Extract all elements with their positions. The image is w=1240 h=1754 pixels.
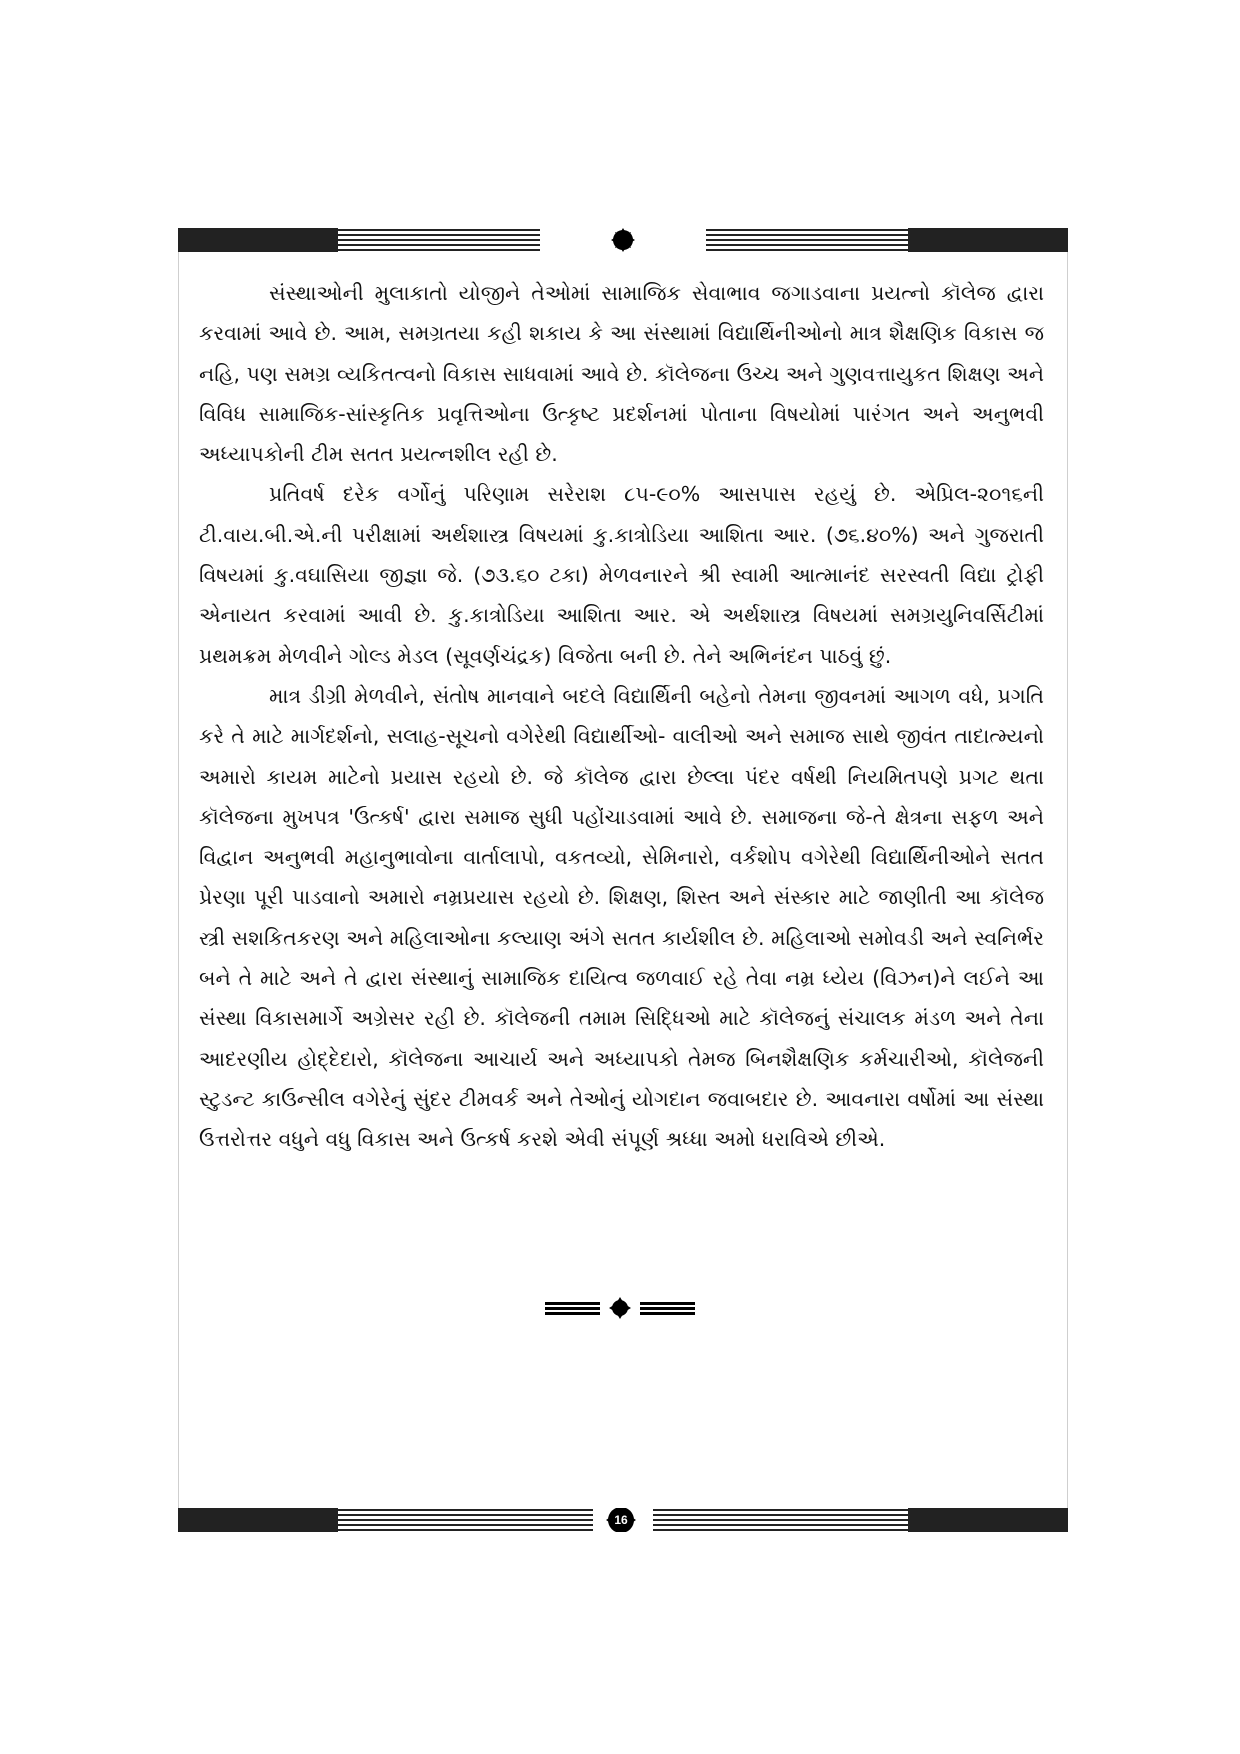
end-ornament (545, 1296, 695, 1320)
paragraph-2: પ્રતિવર્ષ દરેક વર્ગોનું પરિણામ સરેરાશ ૮૫-૯૦% આસપાસ રહયું છે. એપ્રિલ-૨૦૧૬ની ટી.વાય.બી.એ.ની પરીક્ષામાં અર્થશાસ્ત્ર વિષયમાં કુ.કાત્રોડિયા આશિતા આર. (૭૬.૪૦%) અને ગુજરાતી વિષયમાં કુ.વઘાસિયા જીજ્ઞા જે. (૭૩.૬૦ ટકા) મેળવનારને શ્રી સ્વામી આત્માનંદ સરસ્વતી વિદ્યા ટ્રોફી એનાયત કરવામાં આવી છે. કુ.કાત્રોડિયા આશિતા આર. એ અર્થશાસ્ત્ર વિષયમાં સમગ્રયુનિવર્સિટીમાં પ્રથમક્રમ મેળવીને ગોલ્ડ મેડલ (સૂવર્ણચંદ્રક) વિજેતા બની છે. તેને અભિનંદન પાઠવું છું. (199, 482, 1044, 668)
paragraph-3: માત્ર ડીગ્રી મેળવીને, સંતોષ માનવાને બદલે વિદ્યાર્થિની બહેનો તેમના જીવનમાં આગળ વધે, પ્રગતિ કરે તે માટે માર્ગદર્શનો, સલાહ-સૂચનો વગેરેથી વિદ્યાર્થીઓ- વાલીઓ અને સમાજ સાથે જીવંત તાદાત્મ્યનો અમારો કાયમ માટેનો પ્રયાસ રહયો છે. જે કૉલેજ દ્વારા છેલ્લા પંદર વર્ષથી નિયમિતપણે પ્રગટ થતા કૉલેજના મુખપત્ર 'ઉત્કર્ષ' દ્વારા સમાજ સુધી પહોંચાડવામાં આવે છે. સમાજના જે-તે ક્ષેત્રના સફળ અને વિદ્વાન અનુભવી મહાનુભાવોના વાર્તાલાપો, વકતવ્યો, સેમિનારો, વર્કશોપ વગેરેથી વિદ્યાર્થિનીઓને સતત પ્રેરણા પૂરી પાડવાનો અમારો નમ્રપ્રયાસ રહયો છે. શિક્ષણ, શિસ્ત અને સંસ્કાર માટે જાણીતી આ કૉલેજ સ્ત્રી સશકિતકરણ અને મહિલાઓના કલ્યાણ અંગે સતત કાર્યશીલ છે. મહિલાઓ સમોવડી અને સ્વનિર્ભર બને તે માટે અને તે દ્વારા સંસ્થાનું સામાજિક દાયિત્વ જળવાઈ રહે તેવા નમ્ર ધ્યેય (વિઝન)ને લઈને આ સંસ્થા વિકાસમાર્ગે અગ્રેસર રહી છે. કૉલેજની તમામ સિદ્ધિઓ માટે કૉલેજનું સંચાલક મંડળ અને તેના આદરણીય હોદ્દેદારો, કૉલેજના આચાર્ય અને અધ્યાપકો તેમજ બિનશૈક્ષણિક કર્મચારીઓ, કૉલેજની સ્ટુડન્ટ કાઉન્સીલ વગેરેનું સુંદર ટીમવર્ક અને તેઓનું યોગદાન જવાબદાર છે. આવનારા વર્ષોમાં આ સંસ્થા ઉત્તરોત્તર વધુને વધુ વિકાસ અને ઉત્કર્ષ કરશે એવી સંપૂર્ણ શ્રધ્ધા અમો ધરાવિએ છીએ. (199, 683, 1044, 1152)
header-ornament-band (178, 228, 1068, 252)
body-text (199, 273, 1044, 1160)
paragraph-1: સંસ્થાઓની મુલાકાતો યોજીને તેઓમાં સામાજિક સેવાભાવ જગાડવાના પ્રયત્નો કૉલેજ દ્વારા કરવામાં આવે છે. આમ, સમગ્રતયા કહી શકાય કે આ સંસ્થામાં વિદ્યાર્થિનીઓનો માત્ર શૈક્ષણિક વિકાસ જ નહિ, પણ સમગ્ર વ્યકિતત્વનો વિકાસ સાધવામાં આવે છે. કૉલેજના ઉચ્ચ અને ગુણવત્તાયુકત શિક્ષણ અને વિવિધ સામાજિક-સાંસ્કૃતિક પ્રવૃત્તિઓના ઉત્કૃષ્ટ પ્રદર્શનમાં પોતાના વિષયોમાં પારંગત અને અનુભવી અધ્યાપકોની ટીમ સતત પ્રયત્નશીલ રહી છે. (199, 281, 1044, 467)
page-number: 16 (614, 1513, 628, 1527)
